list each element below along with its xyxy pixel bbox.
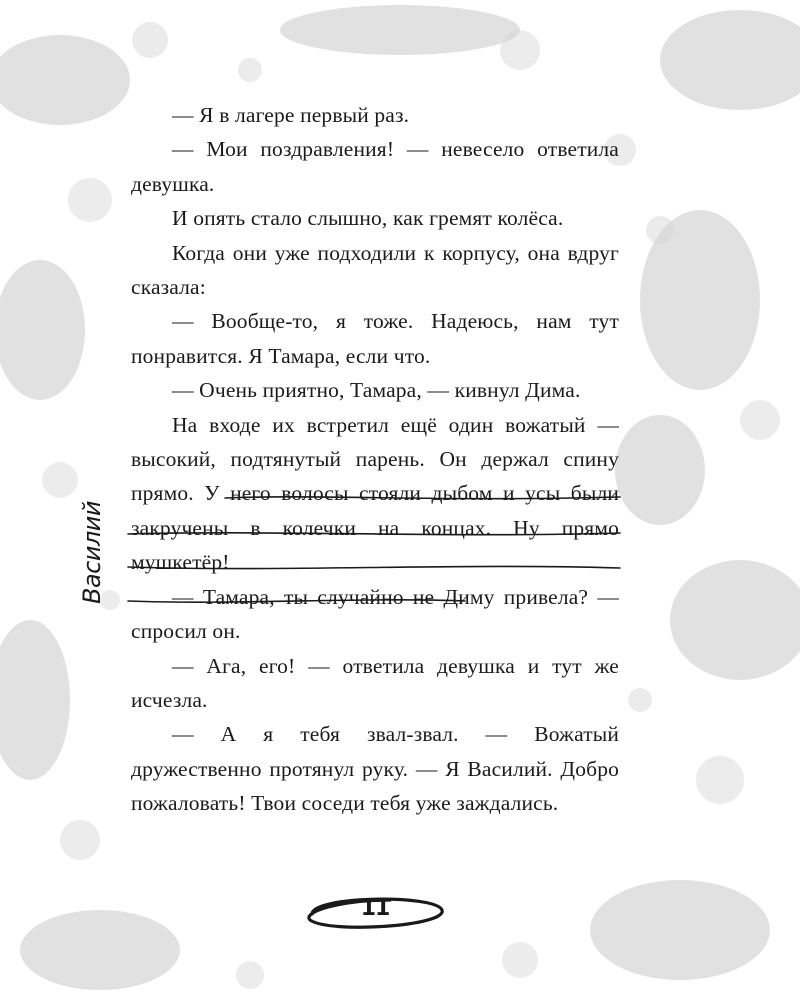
hand-underline bbox=[120, 561, 625, 575]
paragraph: — Ага, его! — ответила девушка и тут же исчезла. bbox=[131, 653, 619, 712]
margin-note: Василий bbox=[78, 501, 106, 604]
paragraph: На входе их встретил ещё один вожатый — высокий, подтянутый парень. Он держал спину прямо. У него волосы стояли дыбом и усы были закручены в колечки на концах. Ну прямо мушкетёр! bbox=[131, 412, 619, 575]
hand-underline bbox=[120, 595, 625, 609]
page-number-badge bbox=[300, 888, 450, 938]
paragraph: — А я тебя звал-звал. — Вожатый дружественно протянул руку. — Я Василий. Добро пожаловать! Твои соседи тебя уже заждались. bbox=[131, 722, 619, 816]
page-number: 11 bbox=[360, 896, 390, 921]
hand-underline bbox=[120, 492, 625, 506]
paragraph: — Тамара, ты случайно не Диму привела? — спросил он. bbox=[131, 584, 619, 644]
paragraph: — Я в лагере первый раз. bbox=[172, 103, 410, 127]
paragraph: И опять стало слышно, как гремят колёса. bbox=[172, 206, 564, 231]
paragraph: Когда они уже подходили к корпусу, она вдруг сказала: bbox=[131, 240, 619, 300]
hand-underline bbox=[120, 527, 625, 541]
paragraph: — Вообще-то, я тоже. Надеюсь, нам тут понравится. Я Тамара, если что. bbox=[131, 309, 619, 368]
paragraph: — Очень приятно, Тамара, — кивнул Дима. bbox=[172, 378, 581, 403]
body-text bbox=[131, 98, 619, 821]
paragraph: — Мои поздравления! — невесело ответила девушка. bbox=[131, 137, 619, 196]
